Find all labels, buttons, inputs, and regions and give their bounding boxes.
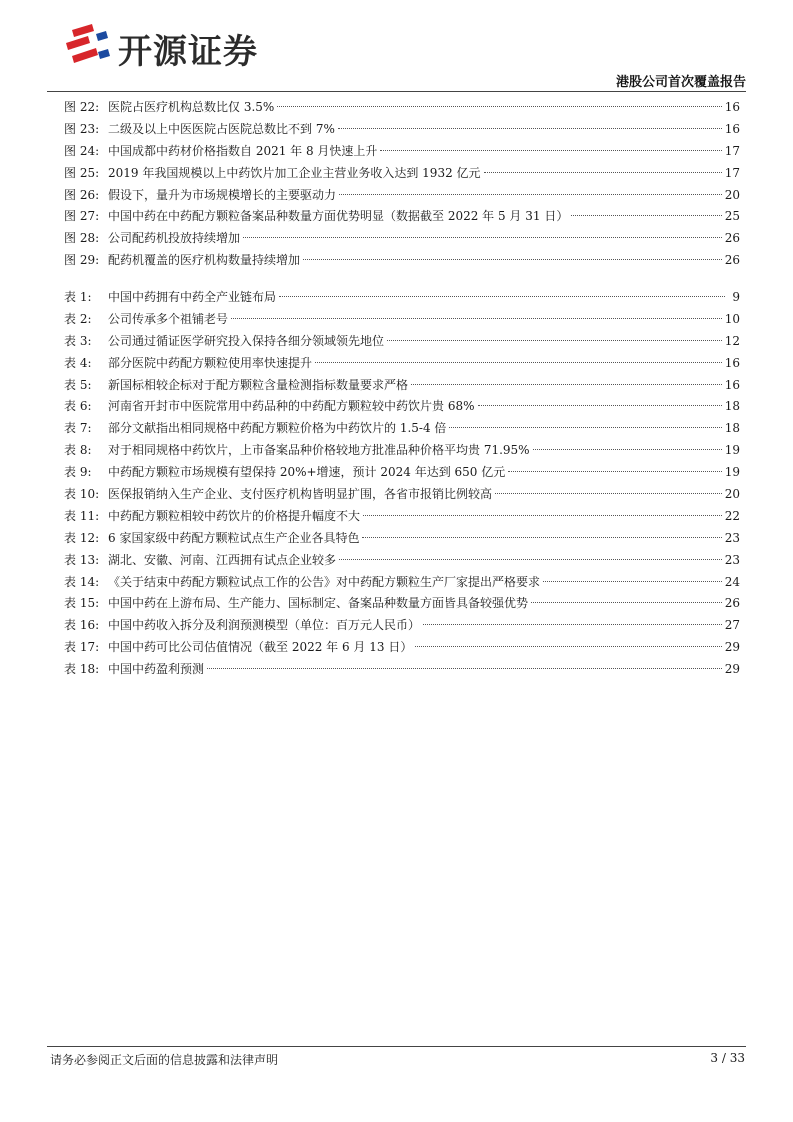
entry-title: 对于相同规格中药饮片，上市备案品种价格较地方批准品种价格平均贵 71.95% — [108, 443, 530, 458]
entry-number: 表 7: — [64, 421, 92, 436]
entry-title: 假设下，量升为市场规模增长的主要驱动力 — [108, 187, 337, 202]
entry-title: 公司传承多个祖铺老号 — [108, 311, 229, 326]
dot-leader — [495, 493, 722, 494]
entry-page: 27 — [724, 618, 740, 633]
entry-page: 16 — [724, 355, 740, 370]
entry-number: 表 2: — [64, 311, 92, 326]
entry-number: 表 18: — [64, 662, 100, 677]
toc-entry-table-14[interactable] — [64, 572, 740, 594]
entry-page: 22 — [724, 508, 740, 523]
legal-disclaimer: 请务必参阅正文后面的信息披露和法律声明 — [50, 1053, 279, 1067]
toc-entry-table-15[interactable] — [64, 593, 740, 615]
entry-number: 表 16: — [64, 618, 100, 633]
toc-entry-figure-29[interactable] — [64, 250, 740, 272]
dot-leader — [543, 581, 722, 582]
page-header — [0, 0, 793, 95]
entry-page: 16 — [724, 121, 740, 136]
entry-title: 中国中药拥有中药全产业链布局 — [108, 290, 277, 304]
entry-title: 中药配方颗粒相较中药饮片的价格提升幅度不大 — [108, 508, 361, 523]
entry-title: 医院占医疗机构总数比仅 3.5% — [108, 100, 275, 114]
entry-page: 23 — [724, 552, 740, 567]
entry-page: 9 — [732, 290, 740, 304]
brand-name: 开源证券 — [118, 32, 258, 72]
entry-number: 表 4: — [64, 355, 92, 370]
toc-entry-table-9[interactable] — [64, 462, 740, 484]
toc-entry-table-10[interactable] — [64, 484, 740, 506]
dot-leader — [339, 559, 722, 560]
dot-leader — [478, 405, 722, 406]
entry-title: 配药机覆盖的医疗机构数量持续增加 — [108, 253, 301, 268]
dot-leader — [303, 259, 722, 260]
entry-page: 17 — [724, 143, 740, 158]
entry-page: 12 — [724, 333, 740, 348]
dot-leader — [484, 172, 722, 173]
entry-title: 二级及以上中医医院占医院总数比不到 7% — [108, 121, 335, 136]
entry-title: 中药配方颗粒市场规模有望保持 20%+增速，预计 2024 年达到 650 亿元 — [108, 465, 506, 480]
entry-title: 中国中药可比公司估值情况（截至 2022 年 6 月 13 日） — [108, 640, 413, 655]
toc-entry-table-5[interactable] — [64, 375, 740, 397]
entry-number: 图 26: — [64, 187, 100, 202]
entry-number: 表 6: — [64, 399, 92, 414]
entry-number: 图 23: — [64, 121, 100, 136]
toc-entry-table-3[interactable] — [64, 331, 740, 353]
entry-title: 湖北、安徽、河南、江西拥有试点企业较多 — [108, 552, 337, 567]
dot-leader — [243, 237, 722, 238]
toc-entry-table-1[interactable] — [64, 287, 740, 309]
entry-number: 表 13: — [64, 552, 100, 567]
kaiyuan-logo — [62, 22, 302, 74]
toc-entry-figure-23[interactable] — [64, 119, 740, 141]
toc-entry-table-13[interactable] — [64, 550, 740, 572]
entry-title: 部分医院中药配方颗粒使用率快速提升 — [108, 355, 313, 370]
dot-leader — [339, 194, 722, 195]
entry-number: 表 17: — [64, 640, 100, 655]
toc-entry-figure-27[interactable] — [64, 206, 740, 228]
dot-leader — [363, 515, 722, 516]
entry-number: 图 22: — [64, 100, 100, 114]
kaiyuan-logo-icon — [62, 22, 112, 72]
entry-number: 表 5: — [64, 377, 92, 392]
entry-title: 2019 年我国规模以上中药饮片加工企业主营业务收入达到 1932 亿元 — [108, 165, 481, 180]
entry-number: 表 10: — [64, 487, 100, 502]
entry-page: 26 — [724, 253, 740, 268]
table-index — [64, 287, 740, 681]
toc-entry-table-4[interactable] — [64, 353, 740, 375]
entry-title: 6 家国家级中药配方颗粒试点生产企业各具特色 — [108, 530, 360, 545]
entry-number: 表 3: — [64, 333, 92, 348]
entry-number: 表 8: — [64, 443, 92, 458]
entry-title: 《关于结束中药配方颗粒试点工作的公告》对中药配方颗粒生产厂家提出严格要求 — [108, 574, 541, 589]
entry-number: 表 14: — [64, 574, 100, 589]
entry-page: 16 — [724, 377, 740, 392]
entry-title: 中国成都中药材价格指数自 2021 年 8 月快速上升 — [108, 143, 378, 158]
dot-leader — [338, 128, 722, 129]
dot-leader — [533, 449, 722, 450]
entry-title: 新国标相较企标对于配方颗粒含量检测指标数量要求严格 — [108, 377, 409, 392]
entry-page: 29 — [724, 662, 740, 677]
dot-leader — [279, 296, 725, 297]
toc-entry-figure-22[interactable] — [64, 97, 740, 119]
entry-title: 中国中药收入拆分及利润预测模型（单位：百万元人民币） — [108, 618, 421, 633]
dot-leader — [315, 362, 722, 363]
dot-leader — [380, 150, 721, 151]
dot-leader — [411, 384, 722, 385]
entry-number: 图 25: — [64, 165, 100, 180]
entry-title: 部分文献指出相同规格中药配方颗粒价格为中药饮片的 1.5-4 倍 — [108, 421, 447, 436]
entry-title: 中国中药盈利预测 — [108, 662, 205, 677]
toc-entry-table-11[interactable] — [64, 506, 740, 528]
entry-page: 18 — [724, 399, 740, 414]
toc-entry-table-12[interactable] — [64, 528, 740, 550]
entry-page: 29 — [724, 640, 740, 655]
toc-entry-table-17[interactable] — [64, 637, 740, 659]
dot-leader — [423, 624, 722, 625]
entry-page: 20 — [724, 487, 740, 502]
entry-number: 表 11: — [64, 508, 100, 523]
toc-entry-table-8[interactable] — [64, 440, 740, 462]
toc-entry-table-6[interactable] — [64, 396, 740, 418]
entry-number: 图 28: — [64, 231, 100, 246]
entry-title: 公司通过循证医学研究投入保持各细分领域领先地位 — [108, 333, 385, 348]
entry-number: 图 24: — [64, 143, 100, 158]
entry-number: 表 1: — [64, 290, 92, 304]
entry-page: 18 — [724, 421, 740, 436]
entry-number: 表 12: — [64, 530, 100, 545]
toc-entry-figure-24[interactable] — [64, 141, 740, 163]
dot-leader — [207, 668, 722, 669]
entry-page: 10 — [724, 311, 740, 326]
entry-title: 中国中药在上游布局、生产能力、国标制定、备案品种数量方面皆具备较强优势 — [108, 596, 529, 611]
dot-leader — [231, 318, 722, 319]
dot-leader — [277, 106, 721, 107]
toc-entry-figure-28[interactable] — [64, 228, 740, 250]
footer-divider — [47, 1046, 746, 1047]
toc-entry-table-16[interactable] — [64, 615, 740, 637]
entry-page: 25 — [724, 209, 740, 224]
toc-entry-table-18[interactable] — [64, 659, 740, 681]
page-number: 3 / 33 — [710, 1051, 745, 1065]
dot-leader — [415, 646, 721, 647]
entry-number: 图 27: — [64, 209, 100, 224]
entry-page: 19 — [724, 443, 740, 458]
dot-leader — [508, 471, 721, 472]
entry-title: 中国中药在中药配方颗粒备案品种数量方面优势明显（数据截至 2022 年 5 月 31 日） — [108, 209, 569, 224]
figure-index — [64, 97, 740, 272]
entry-page: 24 — [724, 574, 740, 589]
dot-leader — [449, 427, 721, 428]
entry-page: 23 — [724, 530, 740, 545]
entry-title: 公司配药机投放持续增加 — [108, 231, 241, 246]
entry-title: 河南省开封市中医院常用中药品种的中药配方颗粒较中药饮片贵 68% — [108, 399, 475, 414]
toc-entry-figure-26[interactable] — [64, 185, 740, 207]
toc-entry-figure-25[interactable] — [64, 163, 740, 185]
entry-page: 20 — [724, 187, 740, 202]
entry-number: 表 15: — [64, 596, 100, 611]
dot-leader — [531, 602, 722, 603]
dot-leader — [387, 340, 722, 341]
entry-page: 19 — [724, 465, 740, 480]
entry-page: 16 — [724, 100, 740, 114]
report-type: 港股公司首次覆盖报告 — [615, 75, 746, 90]
dot-leader — [362, 537, 721, 538]
entry-number: 表 9: — [64, 465, 92, 480]
entry-title: 医保报销纳入生产企业、支付医疗机构皆明显扩围，各省市报销比例较高 — [108, 487, 493, 502]
entry-number: 图 29: — [64, 253, 100, 268]
entry-page: 26 — [724, 231, 740, 246]
toc-entry-table-2[interactable] — [64, 309, 740, 331]
entry-page: 17 — [724, 165, 740, 180]
toc-entry-table-7[interactable] — [64, 418, 740, 440]
entry-page: 26 — [724, 596, 740, 611]
header-divider — [47, 91, 746, 92]
dot-leader — [571, 215, 721, 216]
